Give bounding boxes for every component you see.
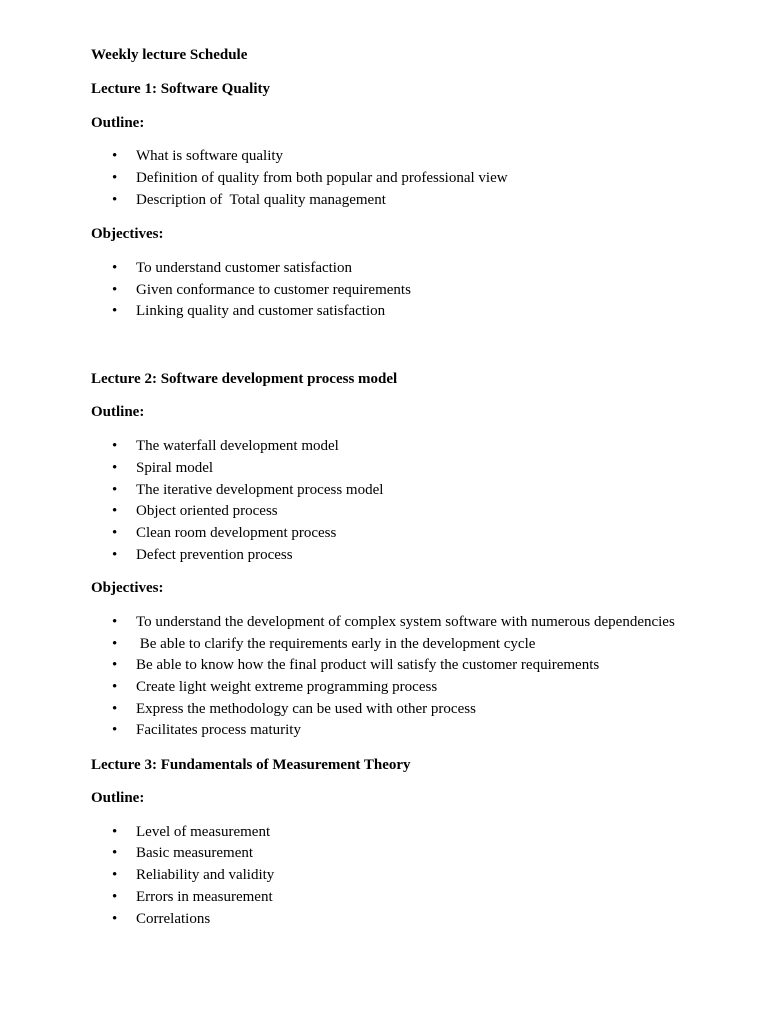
- bullet-icon: •: [112, 657, 118, 673]
- bullet-icon: •: [112, 303, 118, 319]
- lecture-2-outline-label: Outline:: [91, 404, 145, 420]
- bullet-icon: •: [112, 636, 118, 652]
- bullet-icon: •: [112, 824, 118, 840]
- bullet-icon: •: [112, 438, 118, 454]
- bullet-icon: •: [112, 148, 118, 164]
- bullet-icon: •: [112, 192, 118, 208]
- page-title: Weekly lecture Schedule: [91, 47, 248, 63]
- bullet-icon: •: [112, 845, 118, 861]
- bullet-icon: •: [112, 722, 118, 738]
- lecture-3-heading: Lecture 3: Fundamentals of Measurement Theory: [91, 757, 411, 773]
- lecture-1-heading: Lecture 1: Software Quality: [91, 81, 270, 97]
- bullet-icon: •: [112, 260, 118, 276]
- lecture-1-objectives-label: Objectives:: [91, 226, 164, 242]
- bullet-icon: •: [112, 525, 118, 541]
- bullet-icon: •: [112, 460, 118, 476]
- bullet-icon: •: [112, 170, 118, 186]
- bullet-icon: •: [112, 482, 118, 498]
- bullet-icon: •: [112, 867, 118, 883]
- lecture-2-heading: Lecture 2: Software development process model: [91, 371, 398, 387]
- bullet-icon: •: [112, 889, 118, 905]
- bullet-icon: •: [112, 503, 118, 519]
- bullet-icon: •: [112, 679, 118, 695]
- document-page: Weekly lecture Schedule Lecture 1: Software Quality Outline: • What is software quality • Definition of quality from both popular and professional view • Description of Total quality management Objectives: • To understand customer satisfaction • Given conformance to customer requirements • Linking quality and customer satisfaction Lecture 2: Software development process model Outline: • The waterfall development model • Spiral model • The iterative development process model • Object oriented process • Clean room development process • Defect prevention process Objectives: • To understand the development of complex system software with numerous dependencies • Be able to clarify the requirements early in the development cycle • Be able to know how the final product will satisfy the customer requirements • Create light weight extreme programming process • Express the methodology can be used with other process • Facilitates process maturity Lecture 3: Fundamentals of Measurement Theory Outline: • Level of measurement • Basic measurement • Reliability and validity • Errors in measurement • Correlations: [91, 47, 675, 927]
- bullet-icon: •: [112, 547, 118, 563]
- bullet-icon: •: [112, 614, 118, 630]
- lecture-2-objectives-label: Objectives:: [91, 580, 164, 596]
- bullet-icon: •: [112, 701, 118, 717]
- bullet-icon: •: [112, 911, 118, 927]
- lecture-1-outline-label: Outline:: [91, 115, 145, 131]
- lecture-3-outline-label: Outline:: [91, 790, 145, 806]
- bullet-icon: •: [112, 282, 118, 298]
